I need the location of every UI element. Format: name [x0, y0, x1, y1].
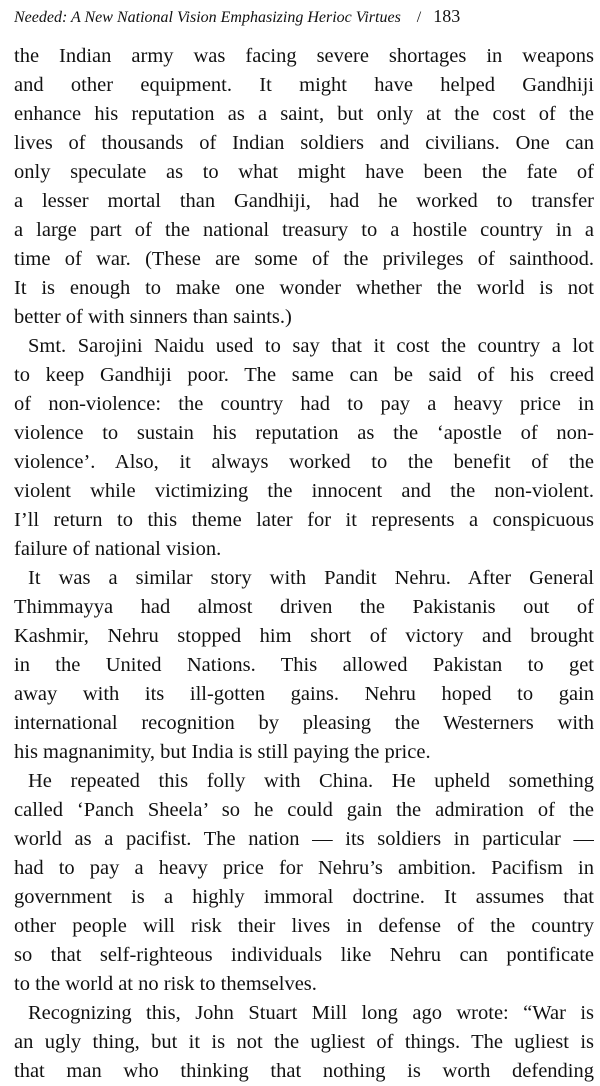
text-line: It was a similar story with Pandit Nehru. After General	[28, 567, 594, 589]
text-line: Recognizing this, John Stuart Mill long ago wrote: “War is	[28, 1002, 594, 1024]
text-line: Thimmayya had almost driven the Pakistanis out of	[14, 596, 594, 618]
text-line: violent while victimizing the innocent and the non-violent.	[14, 480, 594, 502]
text-line: to the world at no risk to themselves.	[14, 973, 317, 995]
text-line: had to pay a heavy price for Nehru’s ambition. Pacifism in	[14, 857, 594, 879]
header-separator: /	[416, 9, 422, 26]
text-line: to keep Gandhiji poor. The same can be said of his creed	[14, 364, 594, 386]
text-line: his magnanimity, but India is still paying the price.	[14, 741, 431, 763]
text-line: in the United Nations. This allowed Pakistan to get	[14, 654, 594, 676]
text-line: called ‘Panch Sheela’ so he could gain the admiration of the	[14, 799, 594, 821]
text-line: violence’. Also, it always worked to the benefit of the	[14, 451, 594, 473]
text-line: enhance his reputation as a saint, but only at the cost of the	[14, 103, 594, 125]
text-line: the Indian army was facing severe shortages in weapons	[14, 45, 594, 67]
text-line: away with its ill-gotten gains. Nehru hoped to gain	[14, 683, 594, 705]
paragraph	[14, 999, 594, 1086]
text-line: Smt. Sarojini Naidu used to say that it cost the country a lot	[28, 335, 594, 357]
text-line: It is enough to make one wonder whether the world is not	[14, 277, 594, 299]
text-line: violence to sustain his reputation as the ‘apostle of non-	[14, 422, 594, 444]
text-line: better of with sinners than saints.)	[14, 306, 292, 328]
text-line: an ugly thing, but it is not the ugliest of things. The ugliest is	[14, 1031, 594, 1053]
paragraph	[14, 332, 594, 564]
text-line: of non-violence: the country had to pay a heavy price in	[14, 393, 594, 415]
page-number: 183	[433, 6, 461, 26]
text-line: government is a highly immoral doctrine. It assumes that	[14, 886, 594, 908]
text-line: that man who thinking that nothing is worth defending	[14, 1060, 594, 1082]
paragraph	[14, 42, 594, 332]
text-line: and other equipment. It might have helped Gandhiji	[14, 74, 594, 96]
text-line: failure of national vision.	[14, 538, 222, 560]
text-line: I’ll return to this theme later for it represents a conspicuous	[14, 509, 594, 531]
text-line: other people will risk their lives in defense of the country	[14, 915, 594, 937]
text-line: time of war. (These are some of the privileges of sainthood.	[14, 248, 594, 270]
paragraph	[14, 564, 594, 767]
text-line: Kashmir, Nehru stopped him short of victory and brought	[14, 625, 594, 647]
text-line: He repeated this folly with China. He upheld something	[28, 770, 594, 792]
running-title: Needed: A New National Vision Emphasizing Herioc Virtues	[14, 9, 401, 26]
body-text	[14, 42, 594, 1086]
text-line: lives of thousands of Indian soldiers and civilians. One can	[14, 132, 594, 154]
text-line: international recognition by pleasing the Westerners with	[14, 712, 594, 734]
paragraph	[14, 767, 594, 999]
text-line: a lesser mortal than Gandhiji, had he worked to transfer	[14, 190, 594, 212]
running-header	[14, 6, 586, 26]
text-line: world as a pacifist. The nation — its soldiers in particular —	[14, 828, 594, 850]
text-line: so that self-righteous individuals like Nehru can pontificate	[14, 944, 594, 966]
text-line: only speculate as to what might have been the fate of	[14, 161, 594, 183]
text-line: a large part of the national treasury to a hostile country in a	[14, 219, 594, 241]
